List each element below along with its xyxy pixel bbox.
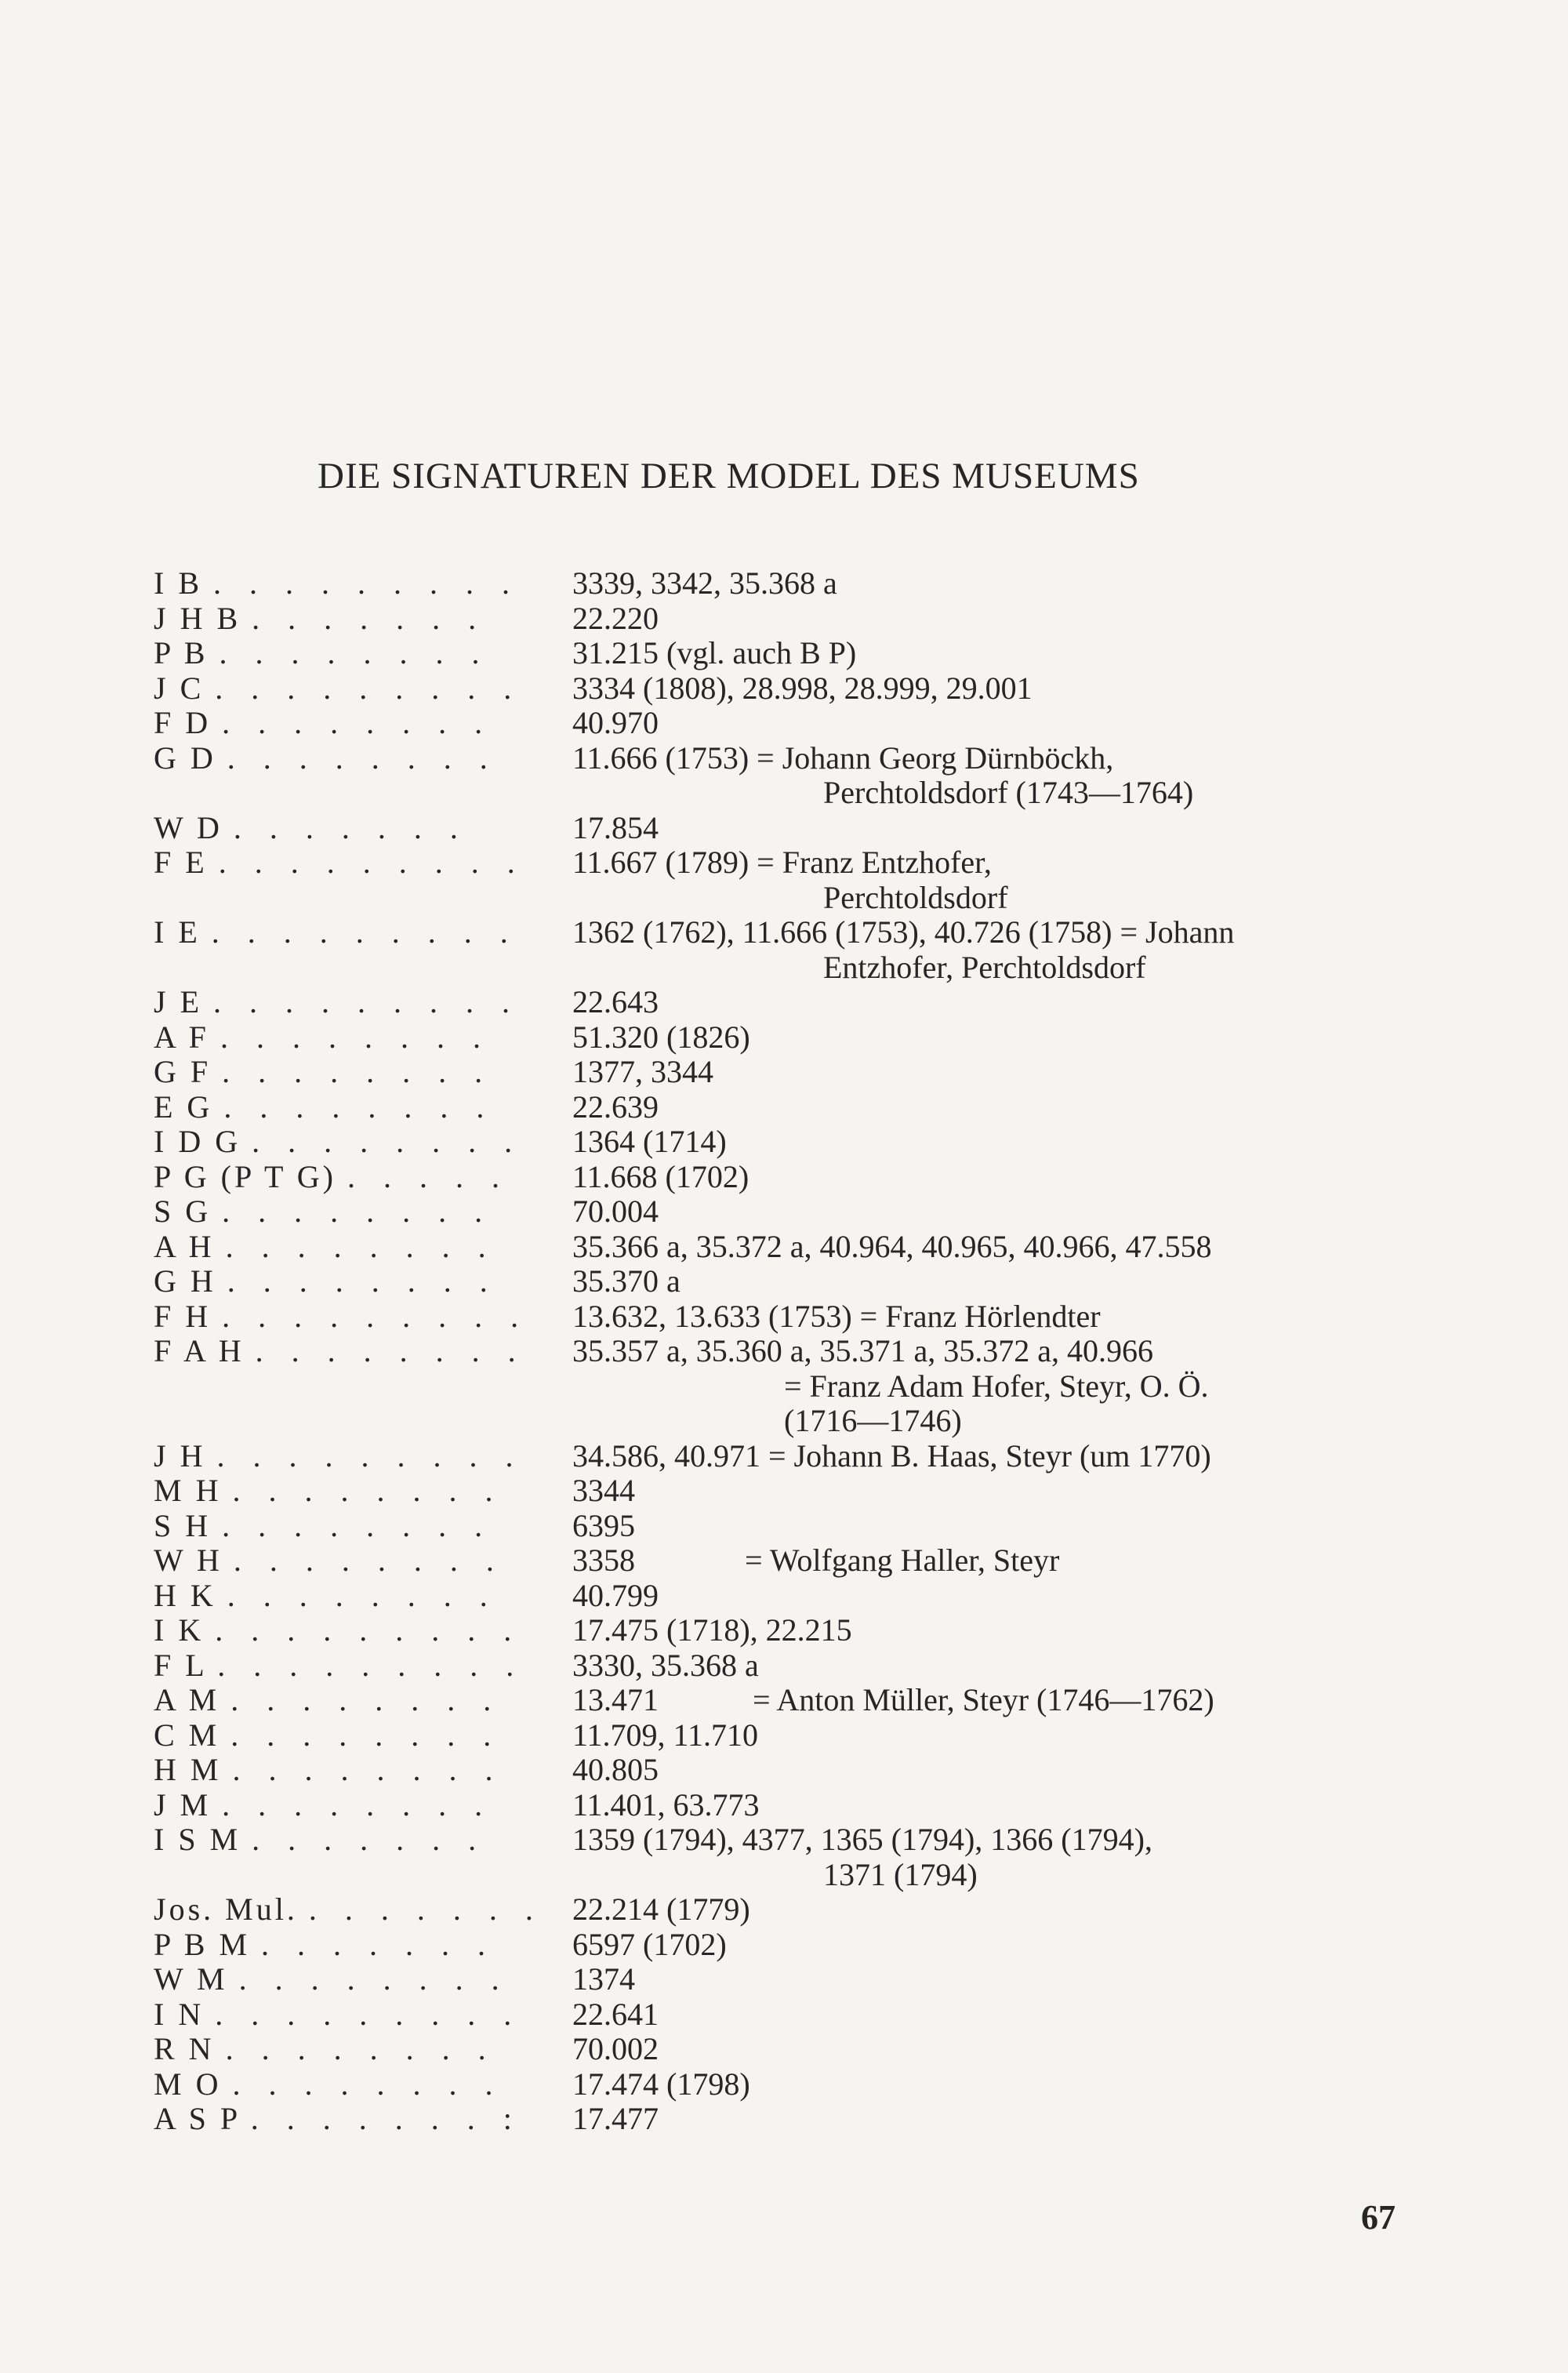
inventory-line: = Franz Adam Hofer, Steyr, O. Ö. (784, 1368, 1209, 1404)
inventory-line: 1371 (1794) (823, 1856, 978, 1892)
signature-code: M H (154, 1473, 222, 1508)
inventory-line: 17.477 (572, 2101, 659, 2136)
inventory-line: 1362 (1762), 11.666 (1753), 40.726 (1758) = Johann (572, 914, 1235, 950)
inventory-numbers (572, 1055, 713, 1090)
signature-entry (154, 1962, 1408, 1997)
signature-label-cell (154, 1194, 572, 1230)
leader-dots: . . . . . . . . . (213, 565, 520, 601)
inventory-numbers (572, 1822, 1152, 1892)
inventory-numbers (572, 1299, 1101, 1335)
signature-label-cell (154, 1090, 572, 1125)
signature-code: A H (154, 1228, 215, 1264)
inventory-line: 6395 (572, 1507, 635, 1543)
leader-dots: . . . . . . . . (225, 1228, 496, 1264)
signature-label-cell (154, 1020, 572, 1056)
leader-dots: . . . . . . . (252, 1822, 487, 1857)
inventory-numbers (572, 1543, 1059, 1579)
inventory-line: 1364 (1714) (572, 1124, 727, 1159)
signature-label-cell (154, 706, 572, 741)
leader-dots: . . . . . . . . (233, 1543, 504, 1578)
inventory-line: 11.667 (1789) = Franz Entzhofer, (572, 845, 992, 880)
signature-label-cell (154, 1683, 572, 1718)
leader-dots: . . . . . . . . . (215, 670, 522, 706)
inventory-numbers (572, 566, 837, 601)
signature-entry (154, 1055, 1408, 1090)
signature-entry (154, 706, 1408, 741)
signature-code: J H (154, 1437, 206, 1474)
inventory-line: 22.220 (572, 600, 659, 636)
signature-entry (154, 601, 1408, 637)
signature-code: S G (154, 1194, 212, 1229)
signature-entry (154, 1509, 1408, 1544)
signature-label-cell (154, 1892, 572, 1928)
inventory-numbers (572, 1928, 727, 1963)
leader-dots: . . . . . . . . (230, 1682, 502, 1717)
signature-label-cell (154, 1299, 572, 1335)
inventory-numbers (572, 1683, 1214, 1718)
signature-code: I S M (154, 1822, 241, 1857)
signature-label-cell (154, 2032, 572, 2067)
signature-label-cell (154, 1543, 572, 1579)
signature-entry (154, 636, 1408, 671)
inventory-numbers (572, 1264, 681, 1299)
signature-entry (154, 1788, 1408, 1823)
leader-dots: . . . . . . . . (222, 1194, 493, 1229)
signature-entry (154, 1892, 1408, 1928)
leader-dots: . . . . . . . . (223, 1088, 495, 1125)
signature-entry (154, 1125, 1408, 1160)
inventory-line: 3358 = Wolfgang Haller, Steyr (572, 1543, 1060, 1578)
inventory-numbers (572, 811, 659, 846)
leader-dots: . . . . . . . . (219, 635, 490, 670)
inventory-line: 34.586, 40.971 = Johann B. Haas, Steyr (um 1770) (572, 1437, 1211, 1474)
signature-code: I K (154, 1612, 205, 1648)
inventory-line: 40.799 (572, 1577, 659, 1613)
inventory-line: 35.357 a, 35.360 a, 35.371 a, 35.372 a, 40.966 (572, 1333, 1154, 1368)
signature-list (154, 566, 1408, 2137)
page-number: 67 (1361, 2198, 1396, 2237)
signature-entry (154, 671, 1408, 707)
signature-code: E G (154, 1088, 213, 1125)
signature-code: W M (154, 1961, 228, 1997)
inventory-line: 11.668 (1702) (572, 1158, 750, 1194)
signature-entry (154, 1997, 1408, 2033)
leader-dots: . . . . . . . . (232, 1752, 503, 1787)
leader-dots: . . . . . . . . (220, 1019, 491, 1055)
signature-entry (154, 1543, 1408, 1579)
signature-code: I B (154, 565, 202, 601)
inventory-numbers (572, 706, 659, 741)
signature-code: A F (154, 1019, 209, 1055)
signature-label-cell (154, 1997, 572, 2033)
signature-entry (154, 1194, 1408, 1230)
signature-entry (154, 811, 1408, 846)
leader-dots: . . . . . . . . (252, 1124, 523, 1159)
inventory-line: 11.666 (1753) = Johann Georg Dürnböckh, (572, 740, 1114, 776)
signature-entry (154, 1334, 1408, 1439)
signature-entry (154, 1299, 1408, 1335)
signature-label-cell (154, 671, 572, 707)
signature-code: A M (154, 1682, 220, 1717)
signature-entry (154, 1474, 1408, 1509)
leader-dots: . . . . . . . : (250, 2101, 522, 2136)
inventory-line: 22.214 (1779) (572, 1891, 750, 1927)
leader-dots: . . . . . . . . (222, 705, 493, 740)
inventory-numbers (572, 1160, 749, 1195)
inventory-numbers (572, 1962, 635, 1997)
leader-dots: . . . . . . . . (230, 1717, 502, 1753)
signature-label-cell (154, 1753, 572, 1788)
signature-code: G F (154, 1054, 212, 1089)
signature-code: H K (154, 1577, 216, 1613)
signature-entry (154, 2067, 1408, 2102)
inventory-numbers (572, 601, 659, 637)
signature-code: W D (154, 809, 223, 845)
inventory-numbers (572, 1020, 750, 1056)
leader-dots: . . . . . . . (233, 809, 468, 845)
signature-entry (154, 1822, 1408, 1892)
signature-label-cell (154, 1962, 572, 1997)
signature-label-cell (154, 915, 572, 950)
inventory-numbers (572, 1579, 659, 1614)
signature-label-cell (154, 1264, 572, 1299)
leader-dots: . . . . . . . . (227, 740, 498, 776)
inventory-line: 3344 (572, 1473, 635, 1508)
inventory-line: 70.002 (572, 2031, 659, 2066)
signature-entry (154, 1579, 1408, 1614)
signature-code: F E (154, 845, 208, 880)
signature-code: S H (154, 1507, 212, 1543)
signature-label-cell (154, 1125, 572, 1160)
inventory-line: 6597 (1702) (572, 1926, 727, 1962)
inventory-line: (1716—1746) (784, 1403, 962, 1438)
inventory-numbers (572, 1753, 659, 1788)
signature-entry (154, 915, 1408, 985)
inventory-line: 17.475 (1718), 22.215 (572, 1612, 852, 1648)
inventory-line: 51.320 (1826) (572, 1019, 750, 1055)
inventory-numbers (572, 1230, 1212, 1265)
signature-code: I N (154, 1996, 205, 2032)
signature-label-cell (154, 741, 572, 776)
inventory-line: 22.641 (572, 1996, 659, 2032)
signature-code: I E (154, 914, 201, 950)
leader-dots: . . . . . . . . . (213, 984, 520, 1019)
signature-entry (154, 1613, 1408, 1648)
signature-code: F D (154, 705, 212, 740)
inventory-numbers (572, 1613, 852, 1648)
inventory-line: 11.709, 11.710 (572, 1717, 759, 1753)
signature-label-cell (154, 2067, 572, 2102)
signature-code: C M (154, 1717, 220, 1753)
inventory-numbers (572, 985, 659, 1020)
inventory-numbers (572, 1194, 659, 1230)
inventory-numbers (572, 1892, 750, 1928)
signature-label-cell (154, 1718, 572, 1753)
signature-label-cell (154, 1579, 572, 1614)
inventory-line: 1359 (1794), 4377, 1365 (1794), 1366 (1794), (572, 1822, 1152, 1857)
inventory-numbers (572, 915, 1234, 985)
signature-code: P B M (154, 1926, 251, 1962)
signature-entry (154, 2102, 1408, 2137)
leader-dots: . . . . . . . . (227, 1263, 498, 1299)
leader-dots: . . . . . (347, 1158, 510, 1194)
signature-label-cell (154, 2102, 572, 2137)
inventory-numbers (572, 1509, 635, 1544)
signature-label-cell (154, 1160, 572, 1195)
signature-label-cell (154, 985, 572, 1020)
leader-dots: . . . . . . . (261, 1926, 496, 1962)
inventory-line: 22.639 (572, 1088, 659, 1125)
signature-entry (154, 2032, 1408, 2067)
signature-label-cell (154, 845, 572, 881)
signature-label-cell (154, 1928, 572, 1963)
leader-dots: . . . . . . . . (238, 1961, 510, 1997)
signature-code: I D G (154, 1124, 241, 1159)
signature-code: W H (154, 1543, 223, 1578)
signature-entry (154, 1020, 1408, 1056)
inventory-line: 13.632, 13.633 (1753) = Franz Hörlendter (572, 1298, 1101, 1334)
inventory-numbers (572, 1090, 659, 1125)
signature-code: J M (154, 1786, 212, 1822)
inventory-line: 3334 (1808), 28.998, 28.999, 29.001 (572, 670, 1033, 706)
leader-dots: . . . . . . . (308, 1891, 543, 1927)
signature-label-cell (154, 811, 572, 846)
inventory-line: Perchtoldsdorf (823, 879, 1008, 915)
inventory-numbers (572, 741, 1193, 811)
inventory-line: Perchtoldsdorf (1743—1764) (823, 775, 1194, 810)
leader-dots: . . . . . . . . (222, 1507, 493, 1543)
signature-entry (154, 566, 1408, 601)
inventory-numbers (572, 636, 856, 671)
signature-entry (154, 741, 1408, 811)
inventory-line: 40.970 (572, 705, 659, 740)
leader-dots: . . . . . . . . . (215, 1612, 522, 1648)
leader-dots: . . . . . . . . . (215, 1996, 522, 2032)
inventory-line: 35.366 a, 35.372 a, 40.964, 40.965, 40.966, 47.558 (572, 1228, 1212, 1264)
signature-code: F H (154, 1298, 212, 1334)
signature-entry (154, 1439, 1408, 1474)
inventory-numbers (572, 671, 1033, 707)
signature-label-cell (154, 566, 572, 601)
signature-entry (154, 1230, 1408, 1265)
inventory-numbers (572, 1125, 727, 1160)
signature-label-cell (154, 1788, 572, 1823)
signature-label-cell (154, 1439, 572, 1474)
inventory-numbers (572, 1648, 759, 1684)
signature-label-cell (154, 1613, 572, 1648)
inventory-numbers (572, 1997, 659, 2033)
leader-dots: . . . . . . . . (255, 1333, 526, 1368)
inventory-numbers (572, 1788, 760, 1823)
inventory-numbers (572, 1334, 1208, 1439)
leader-dots: . . . . . . . . . (211, 914, 518, 950)
leader-dots: . . . . . . . . (232, 1473, 503, 1508)
signature-entry (154, 1928, 1408, 1963)
signature-code: J H B (154, 600, 241, 636)
inventory-line: 1377, 3344 (572, 1054, 713, 1089)
inventory-line: 11.401, 63.773 (572, 1786, 760, 1822)
signature-code: P G (P T G) (154, 1158, 336, 1194)
signature-code: J C (154, 670, 205, 706)
signature-entry (154, 1090, 1408, 1125)
leader-dots: . . . . . . . . (222, 1786, 493, 1822)
signature-label-cell (154, 1474, 572, 1509)
signature-code: R N (154, 2031, 215, 2066)
signature-label-cell (154, 1230, 572, 1265)
signature-label-cell (154, 1055, 572, 1090)
signature-code: G H (154, 1263, 216, 1299)
signature-code: J E (154, 984, 202, 1019)
signature-entry (154, 1683, 1408, 1718)
inventory-line: 17.474 (1798) (572, 2066, 750, 2102)
signature-label-cell (154, 636, 572, 671)
inventory-numbers (572, 2067, 750, 2102)
inventory-line: 40.805 (572, 1752, 659, 1787)
signature-label-cell (154, 1509, 572, 1544)
signature-code: F A H (154, 1333, 245, 1368)
signature-entry (154, 1753, 1408, 1788)
leader-dots: . . . . . . . . (227, 1577, 498, 1613)
inventory-numbers (572, 1718, 758, 1753)
signature-label-cell (154, 1822, 572, 1858)
inventory-numbers (572, 2102, 659, 2137)
inventory-line: 13.471 = Anton Müller, Steyr (1746—1762) (572, 1682, 1214, 1717)
inventory-line: 70.004 (572, 1194, 659, 1229)
signature-entry (154, 985, 1408, 1020)
signature-entry (154, 1160, 1408, 1195)
signature-code: F L (154, 1647, 207, 1683)
signature-entry (154, 1648, 1408, 1684)
leader-dots: . . . . . . . . (222, 1054, 493, 1089)
leader-dots: . . . . . . . . . (218, 845, 525, 880)
signature-entry (154, 1264, 1408, 1299)
inventory-line: Entzhofer, Perchtoldsdorf (823, 949, 1146, 985)
signature-label-cell (154, 601, 572, 637)
inventory-line: 17.854 (572, 809, 659, 845)
signature-label-cell (154, 1648, 572, 1684)
leader-dots: . . . . . . . (252, 600, 487, 636)
signature-code: P B (154, 635, 209, 670)
signature-entry (154, 845, 1408, 915)
page-title: DIE SIGNATUREN DER MODEL DES MUSEUMS (318, 456, 1140, 496)
inventory-line: 3330, 35.368 a (572, 1647, 759, 1683)
inventory-line: 1374 (572, 1961, 635, 1997)
leader-dots: . . . . . . . . . (222, 1298, 529, 1334)
inventory-numbers (572, 2032, 659, 2067)
inventory-line: 35.370 a (572, 1263, 681, 1299)
leader-dots: . . . . . . . . . (216, 1437, 524, 1474)
inventory-line: 3339, 3342, 35.368 a (572, 565, 837, 601)
signature-code: A S P (154, 2101, 240, 2136)
inventory-numbers (572, 845, 1008, 915)
signature-code: H M (154, 1752, 222, 1787)
leader-dots: . . . . . . . . (232, 2066, 503, 2102)
signature-label-cell (154, 1334, 572, 1369)
inventory-line: 22.643 (572, 984, 659, 1019)
signature-code: Jos. Mul. (154, 1891, 298, 1927)
signature-code: M O (154, 2066, 222, 2102)
leader-dots: . . . . . . . . . (217, 1647, 524, 1683)
signature-entry (154, 1718, 1408, 1753)
inventory-numbers (572, 1474, 635, 1509)
inventory-numbers (572, 1439, 1211, 1474)
signature-code: G D (154, 740, 216, 776)
inventory-line: 31.215 (vgl. auch B P) (572, 635, 857, 670)
leader-dots: . . . . . . . . (225, 2031, 496, 2066)
